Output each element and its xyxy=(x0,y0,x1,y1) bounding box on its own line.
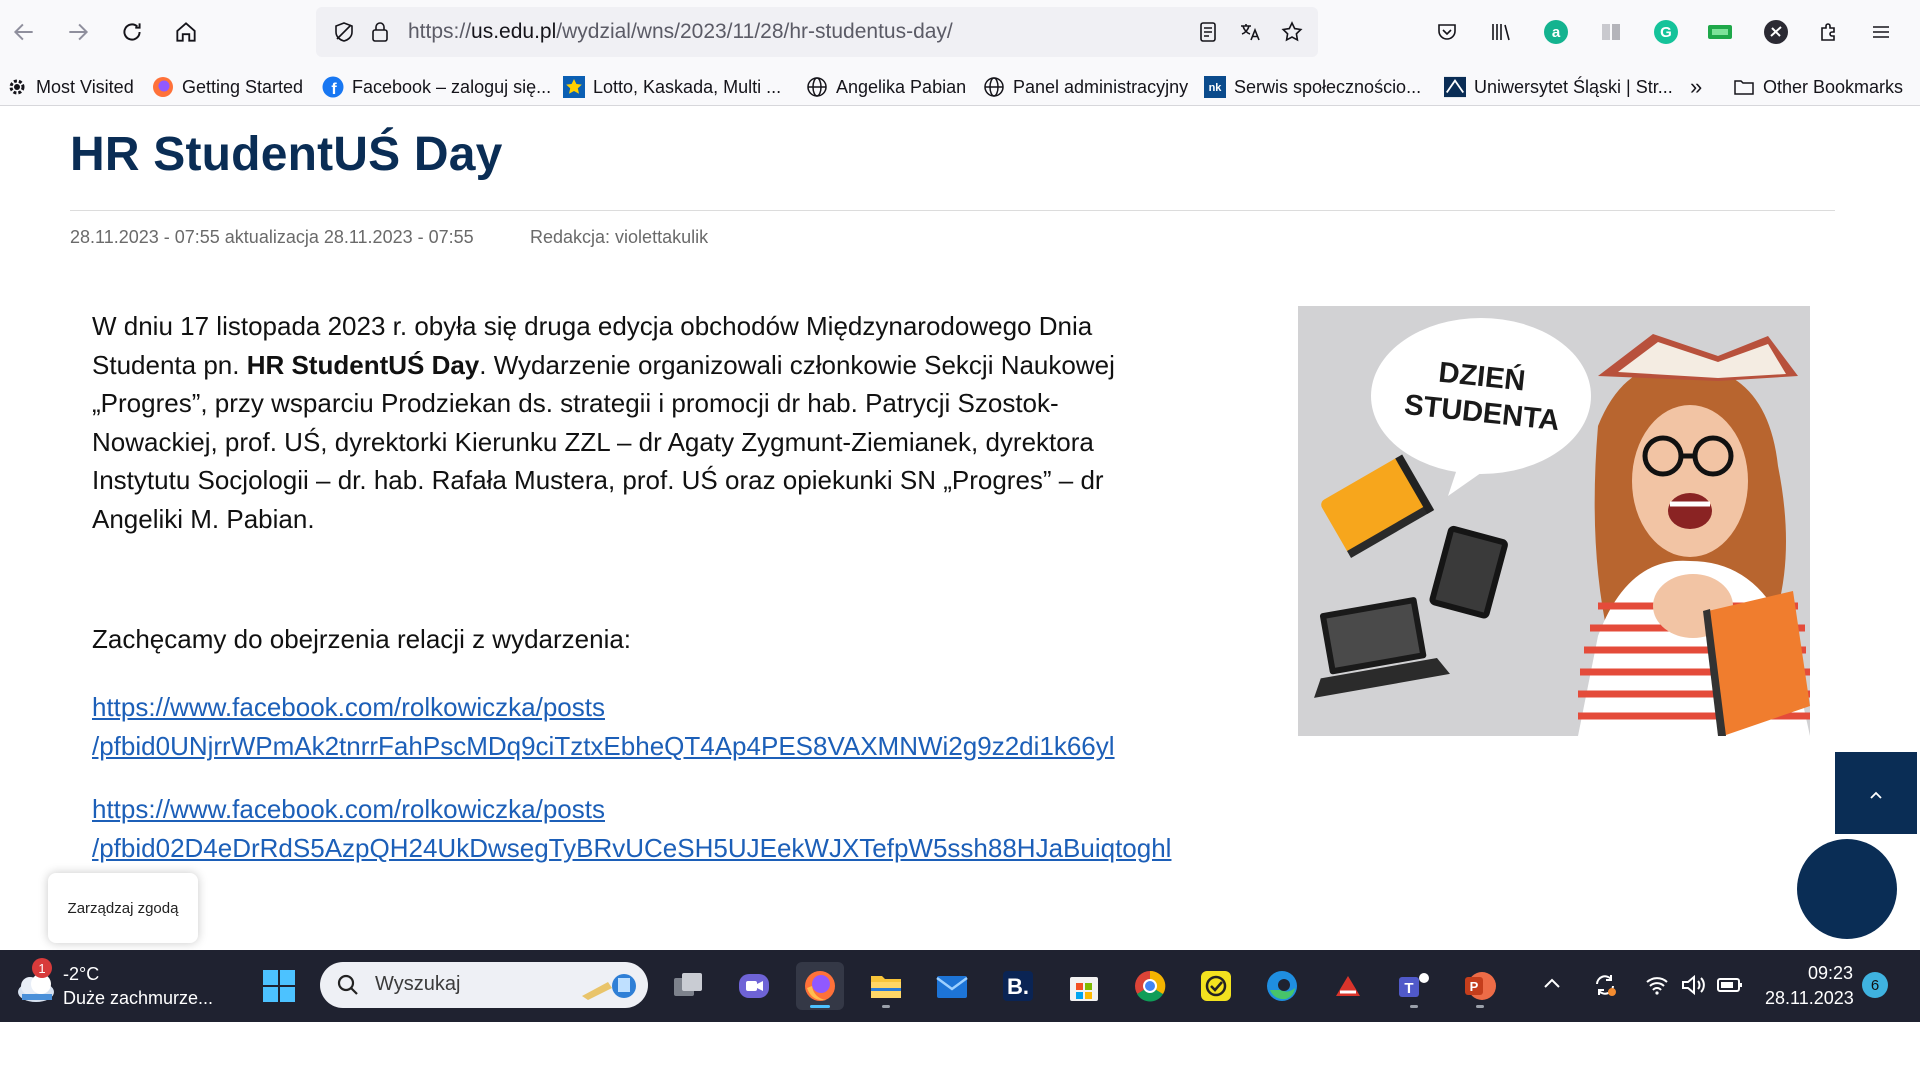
url-scheme: https:// xyxy=(408,20,472,43)
sync-tray-icon[interactable] xyxy=(1592,972,1618,1003)
grammarly-icon[interactable] xyxy=(1651,17,1681,47)
teams-button[interactable] xyxy=(1390,962,1438,1010)
svg-text:f: f xyxy=(331,81,337,98)
bookmark-label: Lotto, Kaskada, Multi ... xyxy=(593,76,782,97)
bubble-text-line-2: STUDENTA xyxy=(1402,388,1562,438)
address-bar[interactable] xyxy=(316,7,1318,57)
running-indicator xyxy=(1476,1005,1484,1008)
weather-description[interactable]: Duże zachmurze... xyxy=(63,988,214,1008)
extension-money-icon[interactable] xyxy=(1705,17,1735,47)
bookmark-label: Most Visited xyxy=(36,76,134,97)
ccleaner-button[interactable] xyxy=(1324,962,1372,1010)
video-chat-icon xyxy=(736,968,772,1004)
powerpoint-button[interactable] xyxy=(1456,962,1504,1010)
file-explorer-button[interactable] xyxy=(862,962,910,1010)
below-taskbar-area xyxy=(0,1022,1920,1080)
article-body xyxy=(92,307,1172,538)
active-indicator xyxy=(810,1005,830,1008)
bubble-text-line-1: DZIEŃ xyxy=(1437,356,1527,398)
todo-app-button[interactable] xyxy=(1192,962,1240,1010)
bookmark-panel-administracyjny[interactable] xyxy=(983,72,1188,102)
sync-icon xyxy=(1592,972,1618,998)
search-highlight-icon xyxy=(578,968,638,1002)
arrow-right-icon xyxy=(65,19,91,45)
taskbar-search[interactable] xyxy=(320,962,648,1008)
link-line: https://www.facebook.com/rolkowiczka/posts xyxy=(92,794,605,824)
bookmark-lotto[interactable] xyxy=(563,72,781,102)
body-text-2: . Wydarzenie organizowali członkowie Sekcji Naukowej „Progres”, przy wsparciu Prodziekan ds. strategii i promocji dr hab. Patrycji Szostok-Nowackiej, prof. UŚ, dyrektorki Kierunku ZZL – dr Agaty Zygmunt-Ziemianek, dyrektora Instytutu Socjologii – dr. hab. Rafała Mustera, prof. UŚ oraz opiekunki SN „Progres” – dr Angeliki M. Pabian. xyxy=(92,349,1115,534)
windows-taskbar xyxy=(0,950,1920,1022)
teams-icon xyxy=(1396,968,1432,1004)
bookmark-angelika-pabian[interactable] xyxy=(806,72,966,102)
weather-temperature[interactable]: -2°C xyxy=(63,964,100,984)
forward-button[interactable] xyxy=(58,12,98,52)
bookmarks-overflow-button[interactable] xyxy=(1690,72,1702,102)
url-path: /wydzial/wns/2023/11/28/hr-studentus-day/ xyxy=(556,20,953,43)
svg-text:B.: B. xyxy=(1007,974,1029,999)
invite-text: Zachęcamy do obejrzenia relacji z wydarzenia: xyxy=(92,624,632,654)
facebook-post-link-2[interactable] xyxy=(92,790,1171,867)
svg-text:T: T xyxy=(1404,980,1414,997)
bookmark-facebook[interactable] xyxy=(322,72,551,102)
url-domain: us.edu.pl xyxy=(471,20,557,43)
windows-logo-icon xyxy=(261,968,297,1004)
home-icon xyxy=(173,19,199,45)
star-bookmark-icon[interactable] xyxy=(1280,20,1304,44)
chevron-up-icon xyxy=(1869,780,1883,806)
arrow-left-icon xyxy=(11,19,37,45)
hamburger-menu-icon[interactable] xyxy=(1866,17,1896,47)
tracking-shield-icon[interactable] xyxy=(332,20,356,44)
weather-widget[interactable] xyxy=(14,960,58,1010)
home-button[interactable] xyxy=(166,12,206,52)
article-editor: Redakcja: violettakulik xyxy=(530,227,709,247)
back-button[interactable] xyxy=(4,12,44,52)
divider xyxy=(70,210,1835,211)
reload-icon xyxy=(119,19,145,45)
folder-icon xyxy=(868,968,904,1004)
url-text[interactable] xyxy=(408,20,953,44)
link-line: https://www.facebook.com/rolkowiczka/posts xyxy=(92,692,605,722)
start-button[interactable] xyxy=(255,962,303,1010)
chrome-icon xyxy=(1132,968,1168,1004)
us-logo-icon xyxy=(1444,76,1466,98)
clock-time[interactable]: 09:23 xyxy=(1808,963,1854,983)
search-icon xyxy=(336,973,360,997)
edge-icon xyxy=(1264,968,1300,1004)
wifi-icon xyxy=(1645,974,1669,996)
running-indicator xyxy=(1410,1005,1418,1008)
svg-text:G: G xyxy=(1660,24,1672,41)
battery-icon xyxy=(1716,975,1744,995)
extensions-puzzle-icon[interactable] xyxy=(1814,17,1844,47)
bookmark-label: Serwis społecznościo... xyxy=(1234,76,1422,97)
folder-icon xyxy=(1733,76,1755,98)
bookmark-label: Angelika Pabian xyxy=(836,76,967,97)
firefox-icon xyxy=(802,968,838,1004)
store-icon xyxy=(1066,968,1102,1004)
bookmark-serwis[interactable] xyxy=(1204,72,1421,102)
mail-icon xyxy=(934,968,970,1004)
chevron-up-icon xyxy=(1542,974,1562,994)
reload-button[interactable] xyxy=(112,12,152,52)
lotto-star-icon xyxy=(563,76,585,98)
mail-button[interactable] xyxy=(928,962,976,1010)
globe-icon xyxy=(983,76,1005,98)
search-placeholder: Wyszukaj xyxy=(375,973,461,995)
svg-text:nk: nk xyxy=(1208,82,1222,94)
library-icon[interactable] xyxy=(1486,17,1516,47)
volume-tray-icon[interactable] xyxy=(1680,974,1706,1001)
nk-icon xyxy=(1204,76,1226,98)
powerpoint-icon xyxy=(1462,968,1498,1004)
facebook-icon xyxy=(322,76,344,98)
bookmarks-toolbar xyxy=(0,68,1920,106)
page-content xyxy=(0,107,1920,950)
firefox-icon xyxy=(152,76,174,98)
store-button[interactable] xyxy=(1060,962,1108,1010)
notification-count-badge[interactable]: 6 xyxy=(1862,972,1888,998)
bookmark-label: Uniwersytet Śląski | Str... xyxy=(1474,76,1673,97)
tray-overflow-button[interactable] xyxy=(1542,974,1562,999)
bookmark-most-visited[interactable] xyxy=(6,72,134,102)
svg-text:a: a xyxy=(1551,24,1561,41)
bookmark-label: Other Bookmarks xyxy=(1763,76,1904,97)
link-line: /pfbid0UNjrrWPmAk2tnrrFahPscMDq9ciTztxEbheQT4Ap4PES8VAXMNWi2g9z2di1k66yl xyxy=(92,730,1115,761)
bookmark-uniwersytet-slaski[interactable] xyxy=(1444,72,1673,102)
bookmark-getting-started[interactable] xyxy=(152,72,303,102)
link-line: /pfbid02D4eDrRdS5AzpQH24UkDwsegTyBRvUCeSH5UJEekWJXTefpW5ssh88HJaBuiqtoghl xyxy=(92,832,1172,863)
clock-date[interactable]: 28.11.2023 xyxy=(1765,988,1854,1008)
bold-app-button[interactable] xyxy=(994,962,1042,1010)
bookmark-label: Panel administracyjny xyxy=(1013,76,1189,97)
extension-a-icon[interactable] xyxy=(1541,17,1571,47)
b-app-icon xyxy=(1000,968,1036,1004)
wifi-tray-icon[interactable] xyxy=(1645,974,1669,1001)
chrome-button[interactable] xyxy=(1126,962,1174,1010)
facebook-post-link-1[interactable] xyxy=(92,688,1115,765)
bookmark-label: Getting Started xyxy=(182,76,304,97)
gear-icon xyxy=(6,76,28,98)
dzien-studenta-image xyxy=(1298,306,1810,736)
teams-chat-button[interactable] xyxy=(730,962,778,1010)
speaker-icon xyxy=(1680,974,1706,996)
manage-consent-button[interactable]: Zarządzaj zgodą xyxy=(48,873,198,943)
svg-text:P: P xyxy=(1469,979,1479,994)
body-bold-event-name: HR StudentUŚ Day xyxy=(246,349,480,380)
checkmark-app-icon xyxy=(1198,968,1234,1004)
bookmark-other-bookmarks[interactable] xyxy=(1733,72,1903,102)
page-title: HR StudentUŚ Day xyxy=(70,128,503,181)
chat-widget-button[interactable] xyxy=(1797,839,1897,939)
pocket-icon[interactable] xyxy=(1432,17,1462,47)
extension-book-icon[interactable] xyxy=(1596,17,1626,47)
task-view-button[interactable] xyxy=(664,962,712,1010)
student-illustration xyxy=(1298,306,1810,736)
chevrons-right-icon: » xyxy=(1690,74,1703,99)
running-indicator xyxy=(882,1005,890,1008)
scroll-to-top-button[interactable] xyxy=(1835,752,1917,834)
browser-toolbar xyxy=(0,0,1920,68)
weather-alert-badge: 1 xyxy=(32,958,52,978)
task-view-icon xyxy=(670,968,706,1004)
edge-button[interactable] xyxy=(1258,962,1306,1010)
article-date: 28.11.2023 - 07:55 aktualizacja 28.11.2023 - 07:55 xyxy=(70,227,474,247)
translate-icon[interactable] xyxy=(1238,20,1262,44)
battery-tray-icon[interactable] xyxy=(1716,975,1744,1000)
reader-view-icon[interactable] xyxy=(1196,20,1220,44)
broom-app-icon xyxy=(1330,968,1366,1004)
bookmark-label: Facebook – zaloguj się... xyxy=(352,76,552,97)
firefox-taskbar-button[interactable] xyxy=(796,962,844,1010)
globe-icon xyxy=(806,76,828,98)
body-text-1: W dniu 17 listopada 2023 r. obyła się druga edycja obchodów Międzynarodowego Dnia Studenta pn. xyxy=(92,311,1093,380)
lock-icon[interactable] xyxy=(368,20,392,44)
extension-tool-icon[interactable] xyxy=(1761,17,1791,47)
